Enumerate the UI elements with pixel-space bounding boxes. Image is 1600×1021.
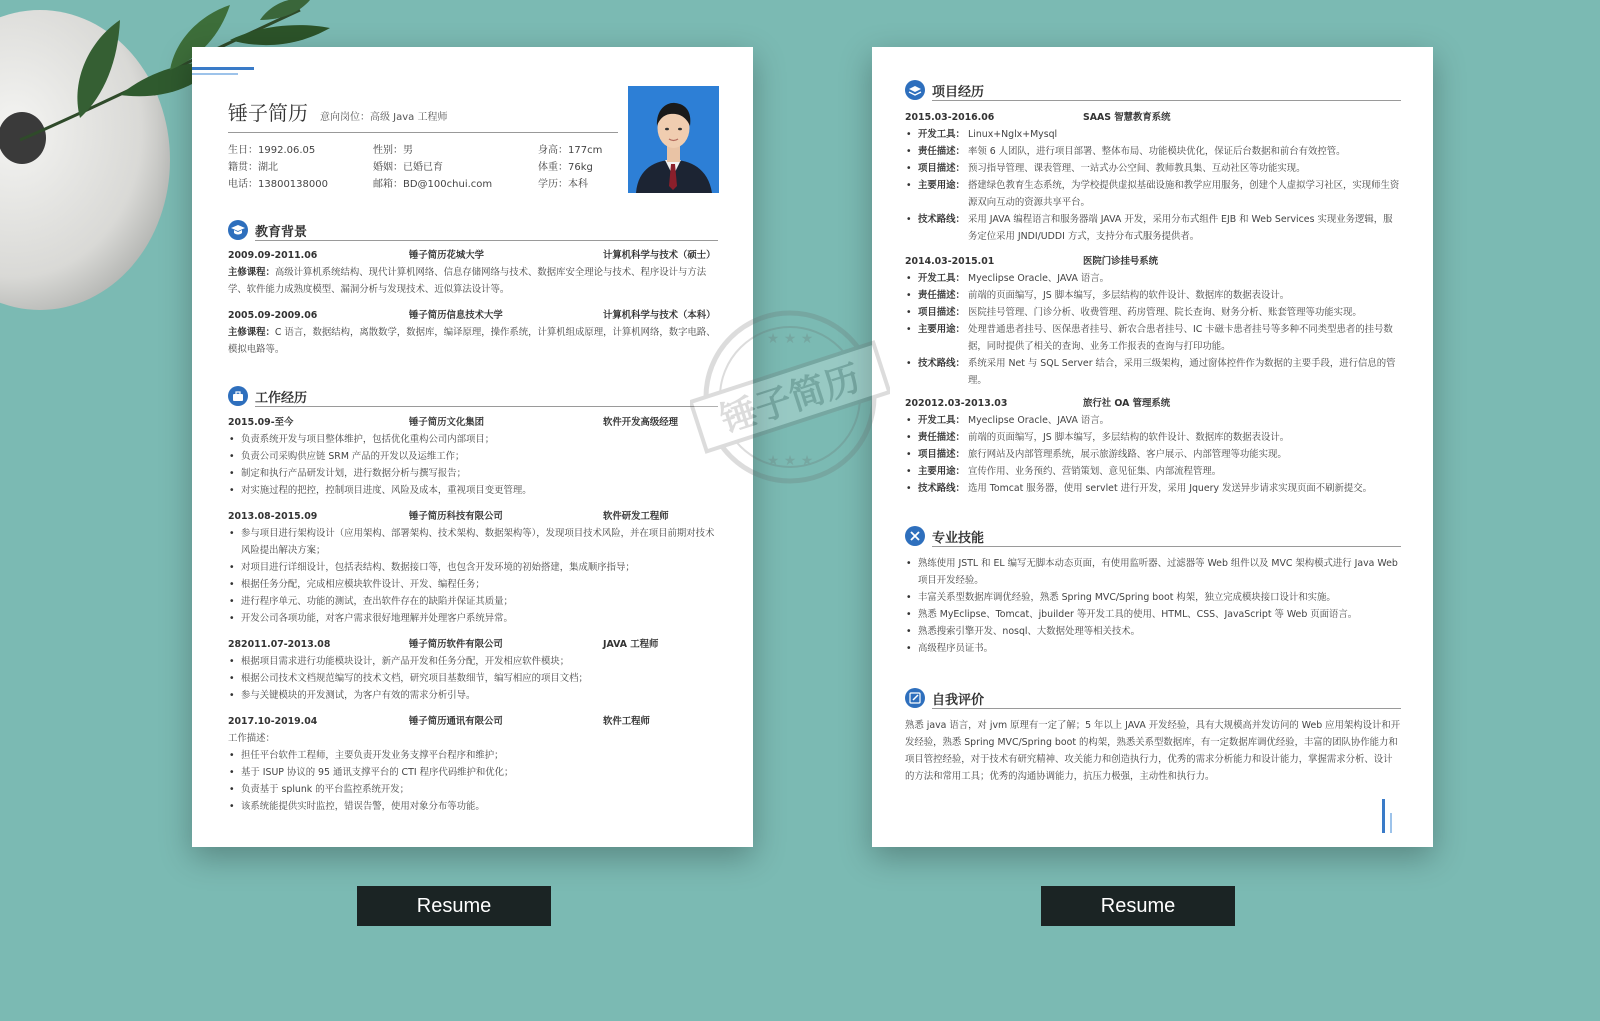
row-value: 处理普通患者挂号、医保患者挂号、新农合患者挂号、IC 卡磁卡患者挂号等多种不同类型患者的挂号数据，同时提供了相关的查询、业务工作报表的查询与打印功能。	[968, 324, 1393, 352]
project-entry-header	[905, 395, 1401, 412]
skills-section-header	[905, 525, 1401, 549]
work-duties	[228, 525, 718, 627]
info-degree: 学历：本科	[538, 179, 588, 190]
name-row	[228, 97, 447, 126]
accent-bar-light	[192, 73, 238, 75]
work-entry-header	[228, 713, 718, 730]
profile-photo	[628, 86, 719, 193]
row-value: 采用 JAVA 编程语言和服务器端 JAVA 开发，采用分布式组件 EJB 和 Web Services 实现业务逻辑，服务定位采用 JNDI/UDDI 方式，支持分布式服务提供者。	[968, 214, 1393, 242]
self-eval-text	[905, 717, 1401, 785]
row-key: • 技术路线：	[918, 483, 965, 494]
project-name: SAAS 智慧教育系统	[1083, 112, 1171, 123]
projects-section-header	[905, 79, 1401, 103]
info-column-3	[538, 142, 602, 193]
row-value: 医院挂号管理、门诊分析、收费管理、药房管理、院长查询、财务分析、账套管理等功能实现。	[968, 307, 1362, 318]
project-row	[905, 429, 1401, 446]
project-row	[905, 355, 1401, 389]
row-key: • 项目描述：	[918, 307, 965, 318]
work-section-header	[228, 385, 718, 409]
info-weight: 体重：76kg	[538, 162, 593, 173]
project-name: 旅行社 OA 管理系统	[1083, 398, 1171, 409]
section-divider	[932, 708, 1401, 709]
project-row	[905, 211, 1401, 245]
self-eval-section-header	[905, 687, 1401, 711]
work-entry-header	[228, 636, 718, 653]
work-role: 软件研发工程师	[603, 511, 669, 522]
work-duties	[228, 747, 718, 815]
row-value: 搭建绿色教育生态系统，为学校提供虚拟基础设施和教学应用服务，创建个人虚拟学习社区，实现师生资源双向互动的资源共享平台。	[968, 180, 1400, 208]
project-row	[905, 304, 1401, 321]
section-title: 工作经历	[255, 391, 308, 406]
list-item: • 根据项目需求进行功能模块设计，新产品开发和任务分配，开发相应软件模块；	[228, 653, 718, 670]
list-item: • 熟悉 MyEclipse、Tomcat、jbuilder 等开发工具的使用、HTML、CSS、JavaScript 等 Web 页面语言。	[905, 606, 1401, 623]
project-date: 2015.03-2016.06	[905, 112, 995, 123]
list-item: • 参与项目进行架构设计（应用架构、部署架构、技术架构、数据架构等），发现项目技术风险，并在项目前期对技术风险提出解决方案；	[228, 525, 718, 559]
resume-page-right	[872, 47, 1433, 847]
row-value: 宣传作用、业务预约、营销策划、意见征集、内部流程管理。	[968, 466, 1222, 477]
work-entry	[228, 414, 718, 499]
svg-text:★ ★ ★: ★ ★ ★	[766, 331, 814, 347]
project-row	[905, 463, 1401, 480]
section-divider	[255, 240, 718, 241]
work-date: 2015.09-至今	[228, 417, 294, 428]
courses-label: 主修课程：	[228, 327, 275, 338]
row-key: • 责任描述：	[918, 290, 965, 301]
list-item: • 负责公司采购供应链 SRM 产品的开发以及运维工作；	[228, 448, 718, 465]
row-value: 前端的页面编写，JS 脚本编写，多层结构的软件设计、数据库的数据表设计。	[968, 290, 1290, 301]
info-column-2	[373, 142, 492, 193]
courses-text: 高级计算机系统结构、现代计算机网络、信息存储网络与技术、数据库安全理论与技术、程序设计与方法学、软件能力成熟度模型、漏洞分析与发现技术、近似算法设计等。	[228, 267, 707, 295]
work-company: 锤子简历通讯有限公司	[409, 716, 503, 727]
row-value: 预习指导管理、课表管理、一站式办公空间、教师教具集、互动社区等功能实现。	[968, 163, 1306, 174]
work-role: 软件工程师	[603, 716, 650, 727]
project-entry	[905, 109, 1401, 245]
project-entry	[905, 253, 1401, 389]
courses-label: 主修课程：	[228, 267, 275, 278]
info-hometown: 籍贯：湖北	[228, 162, 278, 173]
info-email: 邮箱：BD@100chui.com	[373, 179, 493, 190]
edu-courses	[228, 264, 718, 298]
project-row	[905, 321, 1401, 355]
section-title: 教育背景	[255, 225, 308, 240]
row-value: Myeclipse Oracle、JAVA 语言。	[968, 415, 1109, 426]
accent-bar-light	[1390, 813, 1392, 833]
list-item: • 熟练使用 JSTL 和 EL 编写无脚本动态页面，有使用监听器、过滤器等 Web 组件以及 MVC 架构模式进行 Java Web 项目开发经验。	[905, 555, 1401, 589]
row-key: • 主要用途：	[918, 180, 965, 191]
work-duties	[228, 653, 718, 704]
list-item: • 负责系统开发与项目整体维护，包括优化重构公司内部项目；	[228, 431, 718, 448]
edu-date: 2009.09-2011.06	[228, 250, 318, 261]
section-divider	[255, 406, 718, 407]
row-key: • 开发工具：	[918, 415, 965, 426]
list-item: • 熟悉搜索引擎开发、nosql、大数据处理等相关技术。	[905, 623, 1401, 640]
education-entry-header	[228, 247, 718, 264]
skills-list	[905, 555, 1401, 657]
info-phone: 电话：13800138000	[228, 179, 328, 190]
row-value: 选用 Tomcat 服务器，使用 servlet 进行开发，采用 Jquery 发送异步请求实现页面不刷新提交。	[968, 483, 1373, 494]
list-item: • 对实施过程的把控，控制项目进度、风险及成本，重视项目变更管理。	[228, 482, 718, 499]
list-item: • 该系统能提供实时监控，错误告警，使用对象分布等功能。	[228, 798, 718, 815]
edu-major: 计算机科学与技术（本科）	[603, 310, 716, 321]
edu-school: 锤子简历信息技术大学	[409, 310, 503, 321]
project-name: 医院门诊挂号系统	[1083, 256, 1159, 267]
project-row	[905, 270, 1401, 287]
info-gender: 性别：男	[373, 145, 413, 156]
accent-bar	[1382, 799, 1385, 833]
info-height: 身高：177cm	[538, 145, 603, 156]
work-entry-header	[228, 508, 718, 525]
project-row	[905, 160, 1401, 177]
work-intro: 工作描述：	[228, 733, 275, 744]
resume-label-right: Resume	[1041, 886, 1235, 926]
project-row	[905, 143, 1401, 160]
section-title: 自我评价	[932, 693, 985, 708]
list-item: • 参与关键模块的开发测试，为客户有效的需求分析引导。	[228, 687, 718, 704]
work-entry	[228, 508, 718, 627]
work-company: 锤子简历软件有限公司	[409, 639, 503, 650]
list-item: • 进行程序单元、功能的测试，查出软件存在的缺陷并保证其质量；	[228, 593, 718, 610]
work-date: 282011.07-2013.08	[228, 639, 331, 650]
project-row	[905, 480, 1401, 497]
project-entry-header	[905, 109, 1401, 126]
row-key: • 技术路线：	[918, 358, 965, 369]
education-entry-header	[228, 307, 718, 324]
target-position: 意向岗位：高级 Java 工程师	[320, 112, 448, 123]
work-role: 软件开发高级经理	[603, 417, 679, 428]
work-date: 2013.08-2015.09	[228, 511, 318, 522]
list-item: • 高级程序员证书。	[905, 640, 1401, 657]
accent-bar	[192, 67, 254, 70]
resume-name: 锤子简历	[228, 101, 308, 125]
list-item: • 开发公司各项功能，对客户需求很好地理解并处理客户系统异常。	[228, 610, 718, 627]
list-item: • 根据任务分配，完成相应模块软件设计、开发、编程任务；	[228, 576, 718, 593]
courses-text: C 语言，数据结构，离散数学，数据库，编译原理，操作系统，计算机组成原理，计算机网络，数字电路、模拟电路等。	[228, 327, 716, 355]
row-key: • 开发工具：	[918, 129, 965, 140]
svg-text:★ ★ ★: ★ ★ ★	[766, 453, 814, 469]
work-entry	[228, 636, 718, 704]
row-key: • 责任描述：	[918, 432, 965, 443]
briefcase-icon	[228, 386, 248, 406]
row-value: Linux+Nglx+Mysql	[968, 129, 1058, 140]
row-value: Myeclipse Oracle、JAVA 语言。	[968, 273, 1109, 284]
tools-icon	[905, 526, 925, 546]
work-role: JAVA 工程师	[603, 639, 659, 650]
row-key: • 开发工具：	[918, 273, 965, 284]
work-entry	[228, 713, 718, 815]
row-key: • 主要用途：	[918, 466, 965, 477]
resume-label-left: Resume	[357, 886, 551, 926]
list-item: • 丰富关系型数据库调优经验，熟悉 Spring MVC/Spring boot 构架，独立完成模块接口设计和实施。	[905, 589, 1401, 606]
row-value: 旅行网站及内部管理系统，展示旅游线路、客户展示、内部管理等功能实现。	[968, 449, 1287, 460]
project-date: 2014.03-2015.01	[905, 256, 995, 267]
info-marital: 婚姻：已婚已育	[373, 162, 443, 173]
row-key: • 责任描述：	[918, 146, 965, 157]
project-entry-header	[905, 253, 1401, 270]
edu-major: 计算机科学与技术（硕士）	[603, 250, 716, 261]
row-key: • 技术路线：	[918, 214, 965, 225]
row-key: • 主要用途：	[918, 324, 965, 335]
graduation-cap-icon	[228, 220, 248, 240]
edu-courses	[228, 324, 718, 358]
self-eval-paragraph: 熟悉 java 语言，对 jvm 原理有一定了解；5 年以上 JAVA 开发经验，具有大规模高并发访问的 Web 应用架构设计和开发经验，熟悉 Spring MVC/Spring boot 的构架，熟悉关系型数据库，有一定数据库调优经验，丰富的团队协作能力和项目管控经验，对于技术有研究精神、攻关能力和创造执行力，优秀的需求分析能力和设计能力，掌握需求分析、设计的方法和常用工具；优秀的沟通协调能力，抗压力极强，主动性和执行力。	[905, 720, 1401, 782]
work-duties	[228, 431, 718, 499]
row-key: • 项目描述：	[918, 449, 965, 460]
list-item: • 制定和执行产品研发计划，进行数据分析与撰写报告；	[228, 465, 718, 482]
list-item: • 根据公司技术文档规范编写的技术文档，研究项目基数细节，编写相应的项目文档；	[228, 670, 718, 687]
row-value: 率领 6 人团队，进行项目部署、整体布局、功能模块优化，保证后台数据和前台有效控管。	[968, 146, 1346, 157]
project-entry	[905, 395, 1401, 497]
row-key: • 项目描述：	[918, 163, 965, 174]
project-row	[905, 287, 1401, 304]
education-entry	[228, 307, 718, 358]
section-divider	[932, 100, 1401, 101]
resume-page-left	[192, 47, 753, 847]
edit-icon	[905, 688, 925, 708]
section-title: 项目经历	[932, 85, 985, 100]
edu-date: 2005.09-2009.06	[228, 310, 318, 321]
list-item: • 对项目进行详细设计，包括表结构、数据接口等，也包含开发环境的初始搭建，集成顺序指导；	[228, 559, 718, 576]
work-date: 2017.10-2019.04	[228, 716, 318, 727]
work-company: 锤子简历文化集团	[409, 417, 485, 428]
work-entry-header	[228, 414, 718, 431]
project-row	[905, 412, 1401, 429]
info-column-1	[228, 142, 328, 193]
info-birthday: 生日：1992.06.05	[228, 145, 316, 156]
project-row	[905, 177, 1401, 211]
project-row	[905, 126, 1401, 143]
watermark-text: 锤子简历	[715, 357, 866, 442]
list-item: • 基于 ISUP 协议的 95 通讯支撑平台的 CTI 程序代码维护和优化；	[228, 764, 718, 781]
divider	[228, 132, 618, 133]
section-title: 专业技能	[932, 531, 985, 546]
education-entry	[228, 247, 718, 298]
work-company: 锤子简历科技有限公司	[409, 511, 503, 522]
row-value: 前端的页面编写，JS 脚本编写，多层结构的软件设计、数据库的数据表设计。	[968, 432, 1290, 443]
edu-school: 锤子简历花城大学	[409, 250, 485, 261]
row-value: 系统采用 Net 与 SQL Server 结合，采用三级架构，通过窗体控件作为数据的主要手段，进行信息的管理。	[968, 358, 1396, 386]
layers-icon	[905, 80, 925, 100]
list-item: • 担任平台软件工程师，主要负责开发业务支撑平台程序和维护；	[228, 747, 718, 764]
project-row	[905, 446, 1401, 463]
list-item: • 负责基于 splunk 的平台监控系统开发；	[228, 781, 718, 798]
section-divider	[932, 546, 1401, 547]
education-section-header	[228, 219, 718, 243]
project-date: 202012.03-2013.03	[905, 398, 1008, 409]
